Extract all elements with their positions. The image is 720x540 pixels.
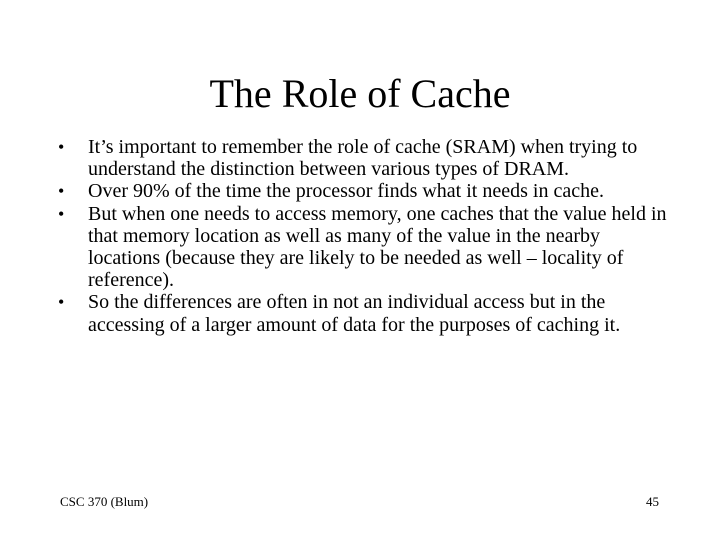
- bullet-icon: •: [58, 292, 65, 313]
- bullet-item: [55, 180, 675, 202]
- bullet-text: But when one needs to access memory, one caches that the value held in that memory location as well as many of the value in the nearby locations (because they are likely to be needed as well – locality of reference).: [88, 202, 667, 292]
- footer-page-number: 45: [646, 494, 659, 509]
- bullet-item: [55, 291, 675, 335]
- bullet-item: [55, 136, 675, 180]
- bullet-icon: •: [58, 137, 65, 157]
- slide-title: The Role of Cache: [209, 71, 511, 116]
- bullet-icon: •: [58, 203, 65, 224]
- bullet-text: It’s important to remember the role of cache (SRAM) when trying to understand the distinction between various types of DRAM.: [88, 136, 638, 181]
- bullet-item: [55, 203, 675, 292]
- footer-course: CSC 370 (Blum): [60, 494, 149, 509]
- bullet-list: [55, 136, 675, 336]
- bullet-icon: •: [58, 181, 65, 202]
- bullet-text: So the differences are often in not an individual access but in the accessing of a larger amount of data for the purposes of caching it.: [88, 291, 621, 336]
- bullet-text: Over 90% of the time the processor finds what it needs in cache.: [88, 180, 604, 203]
